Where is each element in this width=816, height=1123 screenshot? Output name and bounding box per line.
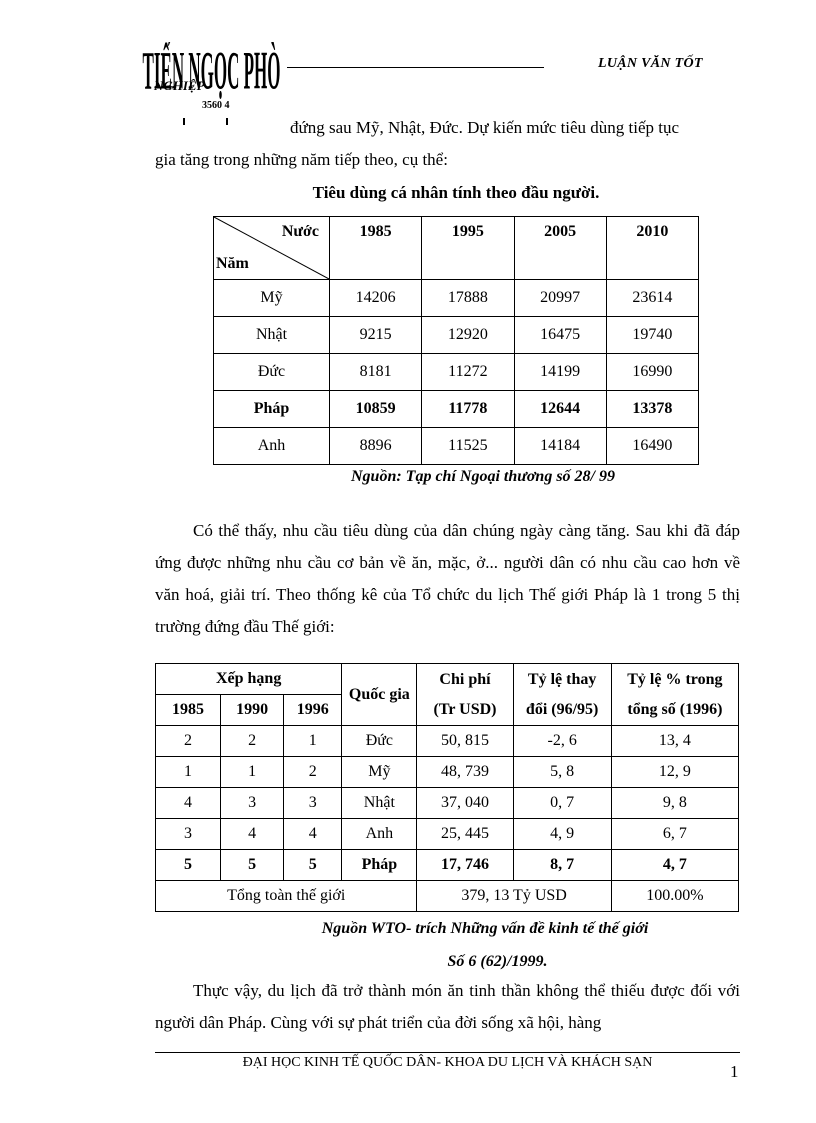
tourism-ranking-table: [155, 663, 739, 912]
table1-value: 11778: [422, 391, 514, 428]
table1-country: Pháp: [214, 391, 330, 428]
table1-country: Mỹ: [214, 280, 330, 317]
table2-rank: 5: [156, 850, 221, 881]
footer-text: ĐẠI HỌC KINH TẾ QUỐC DÂN- KHOA DU LỊCH VÀ KHÁCH SẠN: [242, 1055, 653, 1070]
table2-rank: 1: [221, 757, 284, 788]
table2-country: Đức: [342, 726, 417, 757]
table2-rank-year: 1990: [221, 695, 284, 726]
table1-value: 19740: [606, 317, 698, 354]
table2-rank: 2: [156, 726, 221, 757]
table-row: [156, 819, 739, 850]
table1-country: Anh: [214, 428, 330, 465]
table2-change: 4, 9: [513, 819, 611, 850]
table2-change: 0, 7: [513, 788, 611, 819]
table2-rank: 1: [156, 757, 221, 788]
table1-header-row: [214, 217, 699, 280]
table1-value: 14199: [514, 354, 606, 391]
table1-value: 8181: [330, 354, 422, 391]
table-row: [156, 757, 739, 788]
logo-main-text: TIẾN NGỌC PHÒ: [142, 42, 280, 101]
table2-source-line-2: Số 6 (62)/1999.: [447, 953, 548, 970]
table2-country: Mỹ: [342, 757, 417, 788]
table2-header-row-1: [156, 664, 739, 695]
table2-cost: 50, 815: [417, 726, 513, 757]
table2-share: 4, 7: [611, 850, 738, 881]
table1-value: 20997: [514, 280, 606, 317]
header-title: LUẬN VĂN TỐT: [598, 56, 703, 71]
table1-value: 12644: [514, 391, 606, 428]
table2-cost: 37, 040: [417, 788, 513, 819]
table2-rank: 5: [284, 850, 342, 881]
table1-country: Đức: [214, 354, 330, 391]
table-row: [214, 354, 699, 391]
table2-rank: 4: [221, 819, 284, 850]
table2-rank-header: Xếp hạng: [156, 664, 342, 695]
table1-year-header: 2005: [514, 217, 606, 280]
table2-source-line-1: Nguồn WTO- trích Những vấn đề kinh tế thế giới: [321, 920, 649, 937]
table1-country: Nhật: [214, 317, 330, 354]
table1-value: 16990: [606, 354, 698, 391]
table2-change-header-line1: Tỷ lệ thay: [527, 670, 597, 688]
intro-line-2: gia tăng trong những năm tiếp theo, cụ thể:: [155, 150, 448, 169]
table1-value: 14184: [514, 428, 606, 465]
table1-corner-year: Năm: [216, 255, 249, 272]
table2-rank: 2: [221, 726, 284, 757]
table1-value: 13378: [606, 391, 698, 428]
table-row: [156, 726, 739, 757]
table2-cost-header: [417, 664, 513, 726]
table-row: [214, 428, 699, 465]
table2-rank: 1: [284, 726, 342, 757]
table2-share-header-line1: Tỷ lệ % trong: [627, 670, 723, 688]
footer-rule: [155, 1052, 740, 1053]
table2-cost-header-line2: (Tr USD): [433, 700, 497, 718]
table2-country: Anh: [342, 819, 417, 850]
table2-total-cost: 379, 13 Tỷ USD: [417, 881, 611, 912]
table2-change: 8, 7: [513, 850, 611, 881]
table1-value: 9215: [330, 317, 422, 354]
table2-change: 5, 8: [513, 757, 611, 788]
table1-value: 10859: [330, 391, 422, 428]
table2-share-header-line2: tổng số (1996): [627, 700, 723, 718]
table2-country-header: Quốc gia: [342, 664, 417, 726]
paragraph-3: [155, 975, 740, 1039]
logo-sub-text: 3560 4: [202, 100, 230, 111]
table1-source: Nguồn: Tạp chí Ngoại thương số 28/ 99: [351, 468, 615, 485]
table2-rank: 5: [221, 850, 284, 881]
table2-change-header: [513, 664, 611, 726]
table2-change-header-line2: đổi (96/95): [525, 700, 599, 718]
table2-total-share: 100.00%: [611, 881, 738, 912]
table1-year-header: 1985: [330, 217, 422, 280]
table2-cost-header-line1: Chi phí: [439, 670, 491, 688]
table1-corner-cell: [214, 217, 330, 280]
table1-value: 16475: [514, 317, 606, 354]
table1-title: Tiêu dùng cá nhân tính theo đầu người.: [312, 183, 600, 202]
table2-rank: 3: [221, 788, 284, 819]
table-row: [156, 788, 739, 819]
table-row: [214, 280, 699, 317]
table2-total-row: [156, 881, 739, 912]
table2-cost: 48, 739: [417, 757, 513, 788]
header-rule: [287, 67, 544, 68]
table2-rank-year: 1996: [284, 695, 342, 726]
paragraph-2: [155, 515, 740, 643]
table2-change: -2, 6: [513, 726, 611, 757]
table2-total-label: Tổng toàn thế giới: [156, 881, 417, 912]
table2-share: 6, 7: [611, 819, 738, 850]
table2-share: 9, 8: [611, 788, 738, 819]
table2-rank-year: 1985: [156, 695, 221, 726]
table1-value: 12920: [422, 317, 514, 354]
paragraph-3-text: Thực vậy, du lịch đã trở thành món ăn tinh thần không thể thiếu được đối với người dân Pháp. Cùng với sự phát triển của đời sống xã hội, hàng: [155, 981, 740, 1032]
table2-cost: 17, 746: [417, 850, 513, 881]
table1-value: 11525: [422, 428, 514, 465]
table-row: [214, 317, 699, 354]
logo-overlay-text: NGHIỆP: [154, 78, 205, 93]
table1-year-header: 1995: [422, 217, 514, 280]
table2-rank: 4: [156, 788, 221, 819]
table2-cost: 25, 445: [417, 819, 513, 850]
table-row: [156, 850, 739, 881]
consumption-table: [213, 216, 699, 465]
table2-country: Nhật: [342, 788, 417, 819]
table2-country: Pháp: [342, 850, 417, 881]
table1-value: 8896: [330, 428, 422, 465]
table1-value: 17888: [422, 280, 514, 317]
table2-rank: 3: [156, 819, 221, 850]
page-number: 1: [730, 1062, 739, 1081]
table1-value: 11272: [422, 354, 514, 391]
table2-rank: 3: [284, 788, 342, 819]
table2-share: 12, 9: [611, 757, 738, 788]
logo: [140, 42, 280, 127]
table-row: [214, 391, 699, 428]
table1-corner-country: Nước: [281, 223, 319, 240]
table1-value: 16490: [606, 428, 698, 465]
table2-rank: 2: [284, 757, 342, 788]
paragraph-2-text: Có thể thấy, nhu cầu tiêu dùng của dân chúng ngày càng tăng. Sau khi đã đáp ứng được những nhu cầu cơ bản về ăn, mặc, ở... người dân có nhu cầu cao hơn về văn hoá, giải trí. Theo thống kê của Tổ chức du lịch Thế giới Pháp là 1 trong 5 thị trường đứng đầu Thế giới:: [155, 521, 740, 636]
table1-year-header: 2010: [606, 217, 698, 280]
table2-share-header: [611, 664, 738, 726]
table2-share: 13, 4: [611, 726, 738, 757]
table2-rank: 4: [284, 819, 342, 850]
intro-line-1: đứng sau Mỹ, Nhật, Đức. Dự kiến mức tiêu dùng tiếp tục: [290, 118, 680, 137]
table1-value: 23614: [606, 280, 698, 317]
table1-value: 14206: [330, 280, 422, 317]
